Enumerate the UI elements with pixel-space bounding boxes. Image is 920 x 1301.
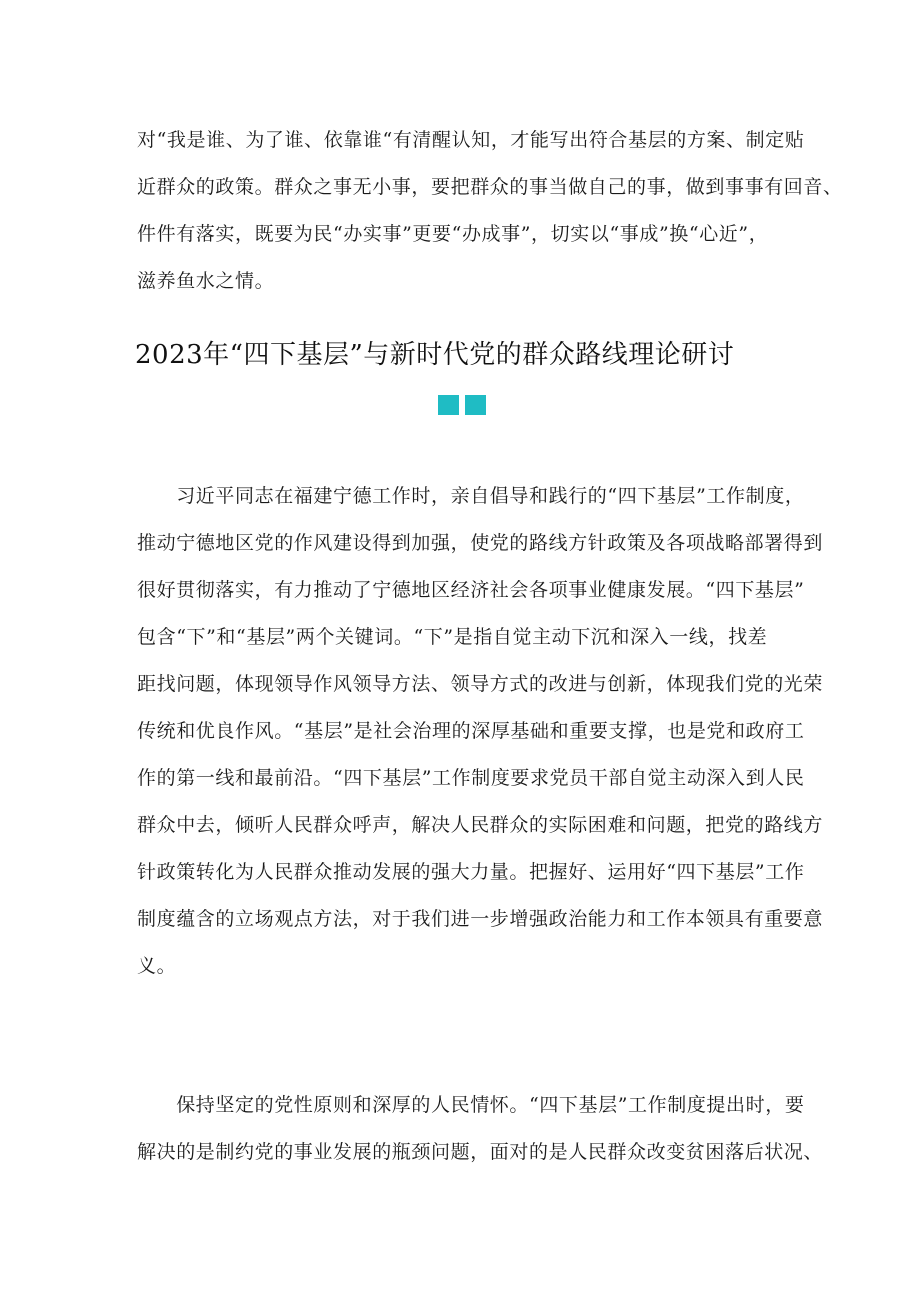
text-line: 保持坚定的党性原则和深厚的人民情怀。“四下基层”工作制度提出时，要 — [137, 1094, 805, 1116]
text-line: 作的第一线和最前沿。“四下基层”工作制度要求党员干部自觉主动深入到人民 — [137, 767, 805, 789]
text-line: 件件有落实，既要为民“办实事”更要“办成事”，切实以“事成”换“心近”， — [137, 223, 769, 245]
text-line: 解决的是制约党的事业发展的瓶颈问题，面对的是人民群众改变贫困落后状况、 — [137, 1141, 824, 1163]
text-line: 习近平同志在福建宁德工作时，亲自倡导和践行的“四下基层”工作制度， — [137, 485, 805, 507]
text-line: 推动宁德地区党的作风建设得到加强，使党的路线方针政策及各项战略部署得到 — [137, 532, 824, 554]
title-mark-square — [465, 395, 486, 415]
text-line: 滋养鱼水之情。 — [137, 270, 275, 292]
document-title: 2023年“四下基层”与新时代党的群众路线理论研讨 — [135, 340, 735, 370]
text-line: 近群众的政策。群众之事无小事，要把群众的事当做自己的事，做到事事有回音、 — [137, 176, 843, 198]
text-line: 距找问题，体现领导作风领导方法、领导方式的改进与创新，体现我们党的光荣 — [137, 673, 824, 695]
text-line: 包含“下”和“基层”两个关键词。“下”是指自觉主动下沉和深入一线，找差 — [137, 626, 768, 648]
text-line: 针政策转化为人民群众推动发展的强大力量。把握好、运用好“四下基层”工作 — [137, 861, 805, 883]
text-line: 制度蕴含的立场观点方法，对于我们进一步增强政治能力和工作本领具有重要意 — [137, 908, 824, 930]
text-line: 传统和优良作风。“基层”是社会治理的深厚基础和重要支撑，也是党和政府工 — [137, 720, 805, 742]
title-continuation-marks — [438, 395, 488, 417]
text-line: 很好贯彻落实，有力推动了宁德地区经济社会各项事业健康发展。“四下基层” — [137, 579, 805, 601]
title-mark-square — [438, 395, 459, 415]
text-line: 义。 — [137, 955, 177, 977]
text-line: 对“我是谁、为了谁、依靠谁“有清醒认知，才能写出符合基层的方案、制定贴 — [137, 129, 805, 151]
text-line: 群众中去，倾听人民群众呼声，解决人民群众的实际困难和问题，把党的路线方 — [137, 814, 824, 836]
